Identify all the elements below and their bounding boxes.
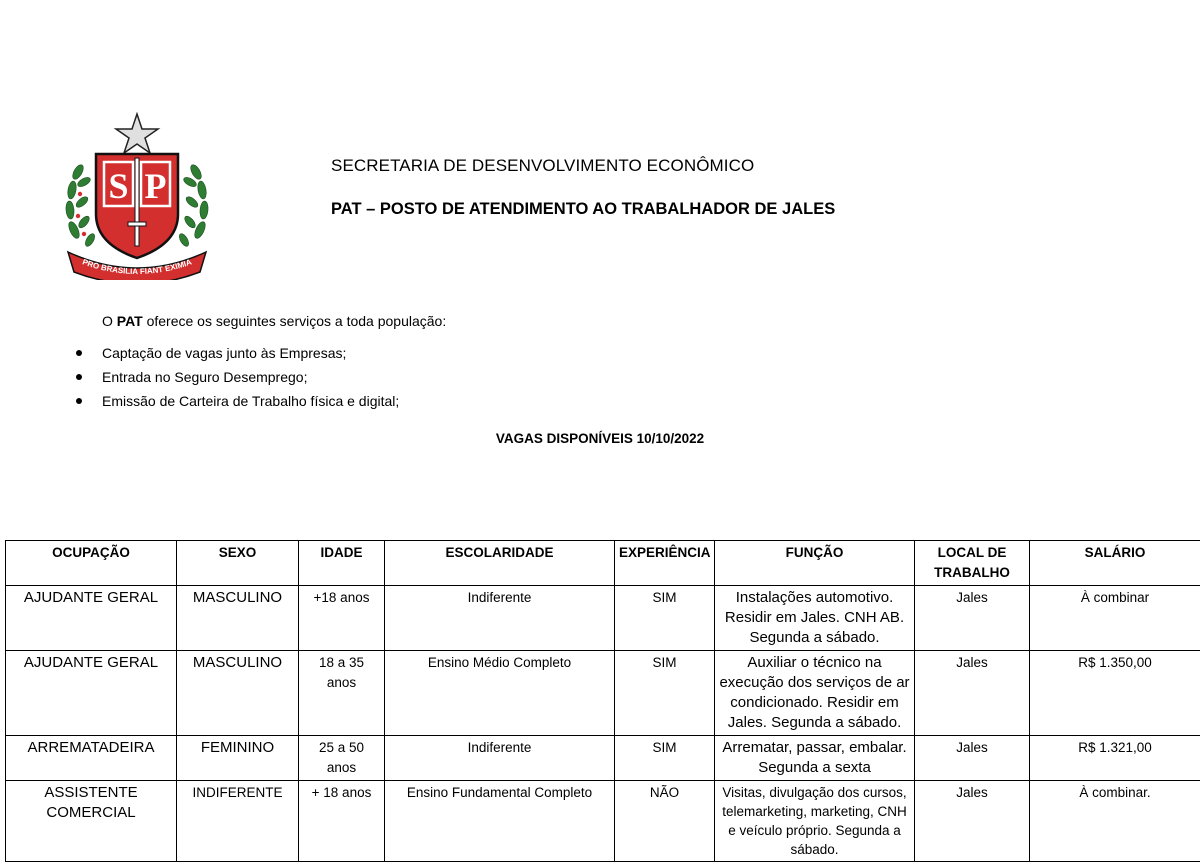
cell-idade: +18 anos bbox=[299, 586, 385, 651]
table-row bbox=[6, 781, 1200, 862]
col-local: LOCAL DE TRABALHO bbox=[915, 541, 1030, 586]
cell-idade: 25 a 50 anos bbox=[299, 736, 385, 781]
col-salario: SALÁRIO bbox=[1030, 541, 1200, 586]
cell-experiencia: SIM bbox=[615, 651, 715, 736]
col-experiencia: EXPERIÊNCIA bbox=[615, 541, 715, 586]
seal-motto-text: PRO BRASILIA FIANT EXIMIA bbox=[81, 257, 193, 276]
intro-pat: PAT bbox=[117, 313, 143, 329]
cell-salario: R$ 1.350,00 bbox=[1030, 651, 1200, 736]
cell-salario: À combinar. bbox=[1030, 781, 1200, 862]
table-row bbox=[6, 651, 1200, 736]
services-list bbox=[72, 341, 399, 413]
cell-idade: + 18 anos bbox=[299, 781, 385, 862]
col-escolaridade: ESCOLARIDADE bbox=[385, 541, 615, 586]
intro-prefix: O bbox=[102, 313, 117, 329]
intro-suffix: oferece os seguintes serviços a toda população: bbox=[143, 313, 447, 329]
col-idade: IDADE bbox=[299, 541, 385, 586]
cell-local: Jales bbox=[915, 651, 1030, 736]
cell-idade: 18 a 35 anos bbox=[299, 651, 385, 736]
service-text: Entrada no Seguro Desemprego; bbox=[102, 369, 307, 385]
cell-escolaridade: Ensino Fundamental Completo bbox=[385, 781, 615, 862]
cell-funcao: Instalações automotivo. Residir em Jales. CNH AB. Segunda a sábado. bbox=[715, 586, 915, 651]
service-item bbox=[72, 365, 399, 389]
col-sexo: SEXO bbox=[177, 541, 299, 586]
cell-salario: R$ 1.321,00 bbox=[1030, 736, 1200, 781]
cell-escolaridade: Ensino Médio Completo bbox=[385, 651, 615, 736]
shield-letter-s: S bbox=[108, 166, 128, 206]
bullet-icon bbox=[76, 398, 82, 404]
service-text: Captação de vagas junto às Empresas; bbox=[102, 345, 346, 361]
star-icon bbox=[116, 114, 158, 153]
service-text: Emissão de Carteira de Trabalho física e digital; bbox=[102, 393, 399, 409]
cell-escolaridade: Indiferente bbox=[385, 586, 615, 651]
shield-letter-p: P bbox=[145, 166, 167, 206]
jobs-table bbox=[5, 540, 1200, 862]
table-row bbox=[6, 736, 1200, 781]
table-row bbox=[6, 586, 1200, 651]
cell-ocupacao: ASSISTENTE COMERCIAL bbox=[6, 781, 177, 862]
table-header-row bbox=[6, 541, 1200, 586]
cell-sexo: MASCULINO bbox=[177, 586, 299, 651]
cell-experiencia: SIM bbox=[615, 586, 715, 651]
cell-local: Jales bbox=[915, 586, 1030, 651]
cell-experiencia: SIM bbox=[615, 736, 715, 781]
cell-funcao: Arrematar, passar, embalar. Segunda a sexta bbox=[715, 736, 915, 781]
bullet-icon bbox=[76, 374, 82, 380]
cell-funcao: Auxiliar o técnico na execução dos serviços de ar condicionado. Residir em Jales. Segunda a sábado. bbox=[715, 651, 915, 736]
cell-escolaridade: Indiferente bbox=[385, 736, 615, 781]
col-funcao: FUNÇÃO bbox=[715, 541, 915, 586]
service-item bbox=[72, 341, 399, 365]
cell-sexo: INDIFERENTE bbox=[177, 781, 299, 862]
cell-local: Jales bbox=[915, 736, 1030, 781]
cell-sexo: MASCULINO bbox=[177, 651, 299, 736]
cell-experiencia: NÃO bbox=[615, 781, 715, 862]
cell-ocupacao: AJUDANTE GERAL bbox=[6, 586, 177, 651]
secretaria-title: SECRETARIA DE DESENVOLVIMENTO ECONÔMICO bbox=[331, 156, 754, 176]
vagas-title: VAGAS DISPONÍVEIS 10/10/2022 bbox=[0, 431, 1200, 446]
cell-salario: À combinar bbox=[1030, 586, 1200, 651]
bullet-icon bbox=[76, 350, 82, 356]
cell-local: Jales bbox=[915, 781, 1030, 862]
cell-sexo: FEMININO bbox=[177, 736, 299, 781]
col-ocupacao: OCUPAÇÃO bbox=[6, 541, 177, 586]
left-branch bbox=[65, 163, 96, 248]
right-branch bbox=[177, 163, 208, 248]
sao-paulo-coat-of-arms bbox=[60, 112, 214, 280]
service-item bbox=[72, 389, 399, 413]
cell-ocupacao: AJUDANTE GERAL bbox=[6, 651, 177, 736]
cell-ocupacao: ARREMATADEIRA bbox=[6, 736, 177, 781]
cell-funcao: Visitas, divulgação dos cursos, telemarketing, marketing, CNH e veículo próprio. Segunda a sábado. bbox=[715, 781, 915, 862]
pat-title: PAT – POSTO DE ATENDIMENTO AO TRABALHADOR DE JALES bbox=[331, 200, 835, 219]
intro-text bbox=[102, 313, 446, 329]
